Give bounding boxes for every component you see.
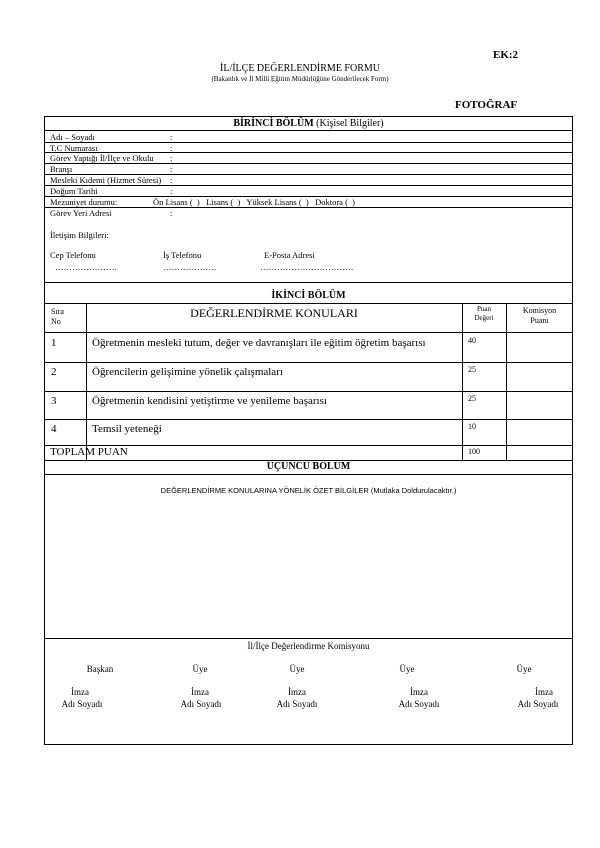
col-points-label-1: Puan (477, 305, 491, 313)
committee-role: Üye (399, 664, 415, 674)
work-phone-label: İş Telefonu (163, 250, 202, 260)
section3-heading: ÜÇÜNCÜ BÖLÜM (266, 461, 351, 472)
col-topic-label: DEĞERLENDİRME KONULARI (190, 306, 358, 320)
field-seniority-input[interactable]: : (170, 175, 173, 185)
field-tc-input[interactable]: : (170, 143, 173, 153)
email-input[interactable]: …………………………… (260, 262, 354, 272)
committee-role: Başkan (86, 664, 114, 674)
field-school-label: Görev Yaptığı İl/İlçe ve Okulu (50, 153, 154, 163)
table-row-no: 4 (51, 423, 57, 435)
committee-role: Üye (192, 664, 208, 674)
field-branch-label: Branşı (50, 164, 73, 174)
committee-name[interactable]: Adı Soyadı (517, 699, 559, 709)
table-row-topic: Öğretmenin kendisini yetiştirme ve yenileme başarısı (92, 395, 327, 407)
field-school-input[interactable]: : (170, 153, 173, 163)
mobile-label: Cep Telefonu (50, 250, 96, 260)
col-no-label-2: No (51, 317, 61, 326)
table-row-topic: Öğretmenin mesleki tutum, değer ve davranışları ile eğitim öğretim başarısı (92, 337, 426, 349)
col-committee-label-2: Puanı (530, 316, 549, 325)
section1-heading-rest: (Kişisel Bilgiler) (313, 118, 384, 129)
form-title: İL/İLÇE DEĞERLENDİRME FORMU (220, 63, 380, 74)
section1-heading-bold: BİRİNCİ BÖLÜM (233, 118, 314, 129)
committee-sign[interactable]: İmza (535, 687, 553, 697)
work-phone-input[interactable]: ………………. (163, 262, 217, 272)
photo-label: FOTOĞRAF (455, 99, 518, 111)
email-label: E-Posta Adresi (264, 250, 315, 260)
workplace-label: Görev Yeri Adresi (50, 208, 112, 218)
committee-name[interactable]: Adı Soyadı (61, 699, 103, 709)
col-committee-label-1: Komisyon (522, 306, 557, 315)
field-birthdate-label: Doğum Tarihi (50, 186, 98, 196)
education-options[interactable]: Ön Lisans ( ) Lisans ( ) Yüksek Lisans ( ) Doktora ( ) (153, 197, 355, 207)
table-row-no: 3 (51, 395, 57, 407)
committee-title: İl/İlçe Değerlendirme Komisyonu (247, 641, 370, 651)
summary-area[interactable] (46, 500, 571, 635)
table-row-no: 2 (51, 366, 57, 378)
table-row-topic: Öğrencilerin gelişimine yönelik çalışmaları (92, 366, 283, 378)
table-row-points: 25 (468, 394, 476, 403)
table-row-points: 25 (468, 365, 476, 374)
table-row-no: 1 (51, 337, 57, 349)
committee-sign[interactable]: İmza (71, 687, 89, 697)
field-birthdate-input[interactable]: : (170, 186, 173, 196)
committee-sign[interactable]: İmza (191, 687, 209, 697)
education-label: Mezuniyet durumu: (50, 197, 118, 207)
field-tc-label: T.C Numarası (50, 143, 98, 153)
section2-heading: İKİNCİ BÖLÜM (271, 290, 346, 301)
table-row-points: 10 (468, 422, 476, 431)
section1-heading (44, 118, 573, 129)
mobile-input[interactable]: …………………. (55, 262, 117, 272)
committee-name[interactable]: Adı Soyadı (276, 699, 318, 709)
total-label: TOPLAM PUAN (50, 446, 128, 458)
field-name-label: Adı – Soyadı (50, 132, 95, 142)
field-seniority-label: Mesleki Kıdemi (Hizmet Süresi) (50, 175, 162, 185)
summary-instruction: DEĞERLENDİRME KONULARINA YÖNELİK ÖZET BİLGİLER (Mutlaka Doldurulacaktır.) (160, 486, 457, 495)
table-row-points: 40 (468, 336, 476, 345)
table-row-topic: Temsil yeteneği (92, 423, 162, 435)
committee-sign[interactable]: İmza (410, 687, 428, 697)
total-points: 100 (468, 447, 480, 456)
contact-label: İletişim Bilgileri: (50, 230, 109, 240)
col-points-label-2: Değeri (474, 314, 494, 322)
annex-label: EK:2 (493, 49, 519, 61)
form-subtitle: (Bakanlık ve İl Milli Eğitim Müdürlüğüne Gönderilecek Form) (211, 75, 389, 83)
committee-role: Üye (289, 664, 305, 674)
field-name-input[interactable]: : (170, 132, 173, 142)
committee-name[interactable]: Adı Soyadı (180, 699, 222, 709)
committee-sign[interactable]: İmza (288, 687, 306, 697)
workplace-input[interactable]: : (170, 208, 173, 218)
committee-name[interactable]: Adı Soyadı (398, 699, 440, 709)
field-branch-input[interactable]: : (170, 164, 173, 174)
committee-role: Üye (516, 664, 532, 674)
col-no-label-1: Sıra (51, 307, 64, 316)
